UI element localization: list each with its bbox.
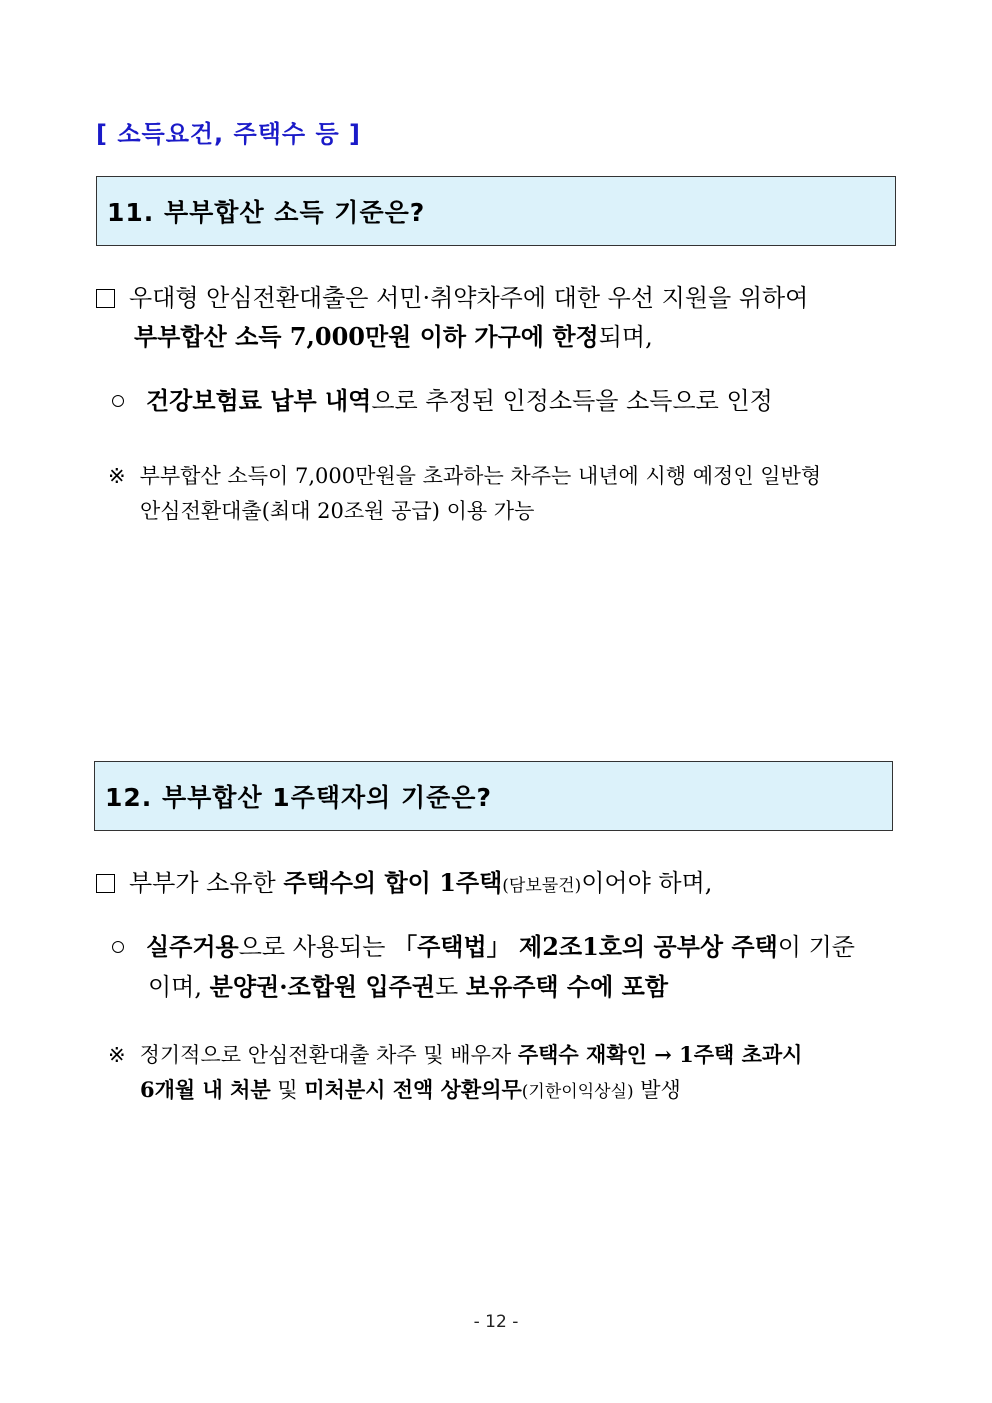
question-12-box (94, 761, 893, 831)
q11-note-line1 (108, 461, 896, 491)
q11-paragraph-bold: 부부합산 소득 7,000만원 이하 가구에 한정 (134, 322, 599, 351)
note-mark-icon: ※ (108, 1043, 126, 1067)
q12-sub2-t2: 도 (435, 973, 466, 1001)
circle-bullet-icon (112, 395, 124, 407)
q12-note-t1: 정기적으로 안심전환대출 차주 및 배우자 (139, 1043, 518, 1067)
q11-sub-item (112, 386, 773, 416)
square-bullet-icon (96, 289, 115, 308)
square-bullet-icon (96, 874, 115, 893)
page-number: - 12 - (473, 1312, 519, 1332)
q12-p1-bold: 주택수의 합이 1주택 (283, 868, 503, 897)
q12-paragraph (96, 868, 712, 901)
q12-note2-small: (기한이익상실) (521, 1082, 634, 1102)
q12-sub2-t1: 이며, (148, 973, 210, 1001)
question-11-title: 11. 부부합산 소득 기준은? (107, 198, 426, 227)
question-11-box (96, 176, 896, 246)
q11-sub-bold: 건강보험료 납부 내역 (146, 386, 372, 415)
q11-note-b: 안심전환대출(최대 20조원 공급) 이용 가능 (140, 499, 535, 523)
q11-paragraph-line2 (134, 322, 653, 352)
q11-paragraph-a: 우대형 안심전환대출은 서민·취약차주에 대한 우선 지원을 위하여 (129, 284, 809, 312)
q12-note-b1: 주택수 재확인 → 1주택 초과시 (517, 1042, 803, 1067)
q12-note-line1 (108, 1040, 802, 1070)
section-title: [ 소득요건, 주택수 등 ] (96, 120, 361, 148)
q12-sub2-b2: 보유주택 수에 포함 (465, 972, 669, 1001)
q11-paragraph-line1 (96, 283, 896, 313)
q12-p1-rest: 이어야 하며, (581, 869, 713, 897)
q12-sub-line2 (148, 972, 668, 1002)
q12-sub-b2: 「주택법」 제2조1호의 공부상 주택 (393, 932, 778, 961)
q12-note2-b2: 미처분시 전액 상환의무 (304, 1077, 522, 1102)
q11-paragraph-rest: 되며, (598, 323, 653, 351)
question-12-title: 12. 부부합산 1주택자의 기준은? (105, 783, 492, 812)
q12-sub-line1 (112, 932, 855, 962)
note-mark-icon: ※ (108, 464, 126, 488)
q11-note-line2 (140, 496, 534, 526)
q12-sub-b1: 실주거용 (146, 932, 239, 961)
q12-note2-t1: 및 (270, 1078, 305, 1102)
q11-note-a: 부부합산 소득이 7,000만원을 초과하는 차주는 내년에 시행 예정인 일반형 (139, 464, 822, 488)
q11-paragraph-text1 (96, 283, 808, 313)
q12-sub-t1: 으로 사용되는 (238, 933, 394, 961)
q12-sub-t2: 이 기준 (777, 933, 855, 961)
circle-bullet-icon (112, 941, 124, 953)
q12-sub2-b1: 분양권·조합원 입주권 (209, 972, 436, 1001)
q12-note-line2 (140, 1075, 681, 1107)
q12-p1-pre: 부부가 소유한 (129, 869, 284, 897)
q12-note2-t2: 발생 (633, 1078, 681, 1102)
q12-note2-b1: 6개월 내 처분 (140, 1077, 271, 1102)
q12-p1-small: (담보물건) (502, 876, 582, 896)
q11-sub-rest: 으로 추정된 인정소득을 소득으로 인정 (371, 387, 773, 415)
